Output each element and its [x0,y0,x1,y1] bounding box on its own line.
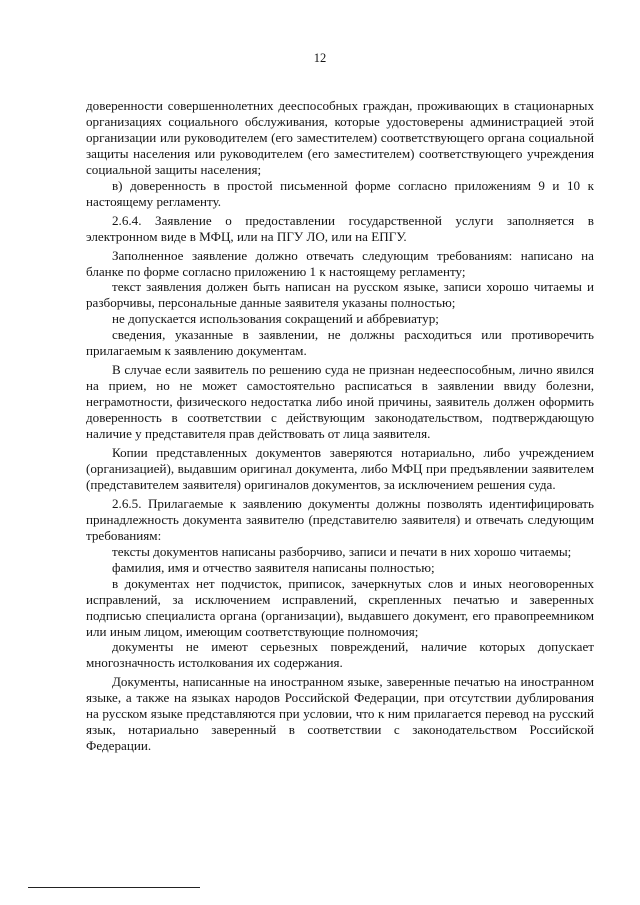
paragraph: тексты документов написаны разборчиво, записи и печати в них хорошо читаемы; [112,543,572,559]
paragraph: 2.6.5. Прилагаемые к заявлению документы должны позволять идентифицировать принадлежность документа заявителю (представителю заявителя) и отвечать следующим требованиям: [86,495,594,543]
paragraph: Заполненное заявление должно отвечать следующим требованиям: написано на бланке по форме согласно приложению 1 к настоящему регламенту; [86,247,594,279]
paragraph: доверенности совершеннолетних дееспособных граждан, проживающих в стационарных организациях социального обслуживания, которые удостоверены администрацией этой организации или руководителем (его заместителем) соответствующего органа социальной защиты населения или руководителем (его заместителем) соответствующего учреждения социальной защиты населения; [86,98,594,177]
paragraph: 2.6.4. Заявление о предоставлении государственной услуги заполняется в электронном виде в МФЦ, или на ПГУ ЛО, или на ЕПГУ. [86,212,594,244]
paragraph: в документах нет подчисток, приписок, зачеркнутых слов и иных неоговоренных исправлений, за исключением исправлений, скрепленных печатью и заверенных подписью специалиста органа (организации), выдавшего документ, его правопреемником или иным лицом, имеющим соответствующие полномочия; [86,575,594,639]
paragraph: Копии представленных документов заверяются нотариально, либо учреждением (организацией), выдавшим оригинал документа, либо МФЦ при предъявлении заявителем (представителем заявителя) оригиналов документов, за исключением решения суда. [86,445,594,492]
paragraph: В случае если заявитель по решению суда не признан недееспособным, лично явился на прием, но не может самостоятельно расписаться в заявлении ввиду болезни, неграмотности, физического недостатка либо иной причины, заявитель должен оформить доверенность в соответствии с действующим законодательством, подтверждающую наличие у представителя прав действовать от лица заявителя. [86,362,594,442]
paragraph: документы не имеют серьезных повреждений, наличие которых допускает многозначность истолкования их содержания. [86,639,594,671]
paragraph: в) доверенность в простой письменной форме согласно приложениям 9 и 10 к настоящему регламенту. [86,177,594,209]
paragraph: сведения, указанные в заявлении, не должны расходиться или противоречить прилагаемым к заявлению документам. [86,327,594,359]
paragraph: фамилия, имя и отчество заявителя написаны полностью; [112,559,435,575]
paragraph: текст заявления должен быть написан на русском языке, записи хорошо читаемы и разборчивы, персональные данные заявителя указаны полностью; [86,279,594,311]
paragraph: не допускается использования сокращений и аббревиатур; [112,311,439,327]
page-number: 12 [313,51,327,65]
document-body [86,98,594,754]
footer-rule [28,887,200,888]
paragraph: Документы, написанные на иностранном языке, заверенные печатью на иностранном языке, а также на языках народов Российской Федерации, при отсутствии дублирования на русском языке представляются при условии, что к ним прилагается перевод на русский язык, нотариально заверенный в соответствии с законодательством Российской Федерации. [86,674,594,754]
